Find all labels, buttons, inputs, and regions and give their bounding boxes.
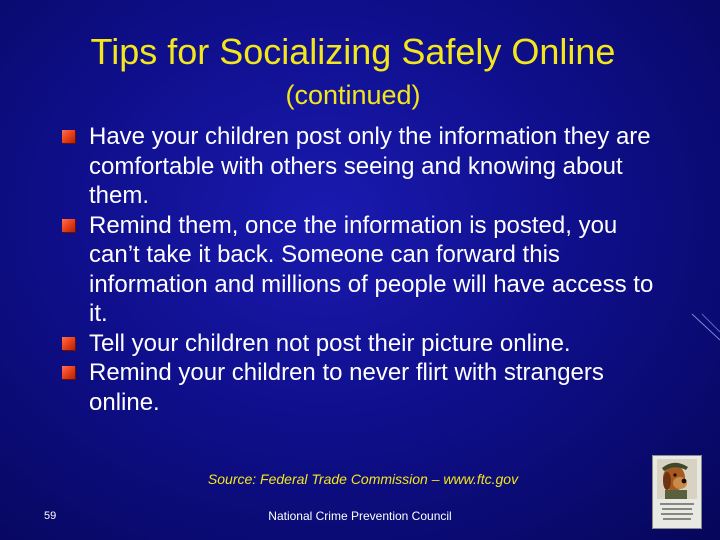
footer-text: National Crime Prevention Council (268, 509, 452, 523)
bullet-text: Tell your children not post their picture online. (89, 329, 571, 357)
decorative-lines-icon (690, 300, 720, 350)
bullet-item (62, 329, 662, 359)
mcgruff-dog-icon (653, 456, 701, 528)
bullet-item (62, 211, 662, 329)
slide-title: Tips for Socializing Safely Online (90, 31, 616, 72)
bullet-text: Remind your children to never flirt with strangers online. (89, 359, 604, 416)
bullet-list (62, 122, 662, 417)
source-citation: Source: Federal Trade Commission – www.ftc.gov (207, 471, 519, 487)
bullet-item (62, 122, 662, 211)
bullet-square-icon (62, 130, 75, 143)
bullet-square-icon (62, 219, 75, 232)
ncpc-logo (652, 455, 702, 529)
bullet-item (62, 358, 662, 417)
page-number: 59 (44, 510, 57, 522)
bullet-text: Have your children post only the information they are comfortable with others seeing and knowing about them. (89, 123, 651, 209)
bullet-square-icon (62, 366, 75, 379)
slide-subtitle: (continued) (285, 80, 421, 110)
bullet-square-icon (62, 337, 75, 350)
bullet-text: Remind them, once the information is posted, you can’t take it back. Someone can forward this information and millions of people will have access to it. (89, 211, 654, 327)
